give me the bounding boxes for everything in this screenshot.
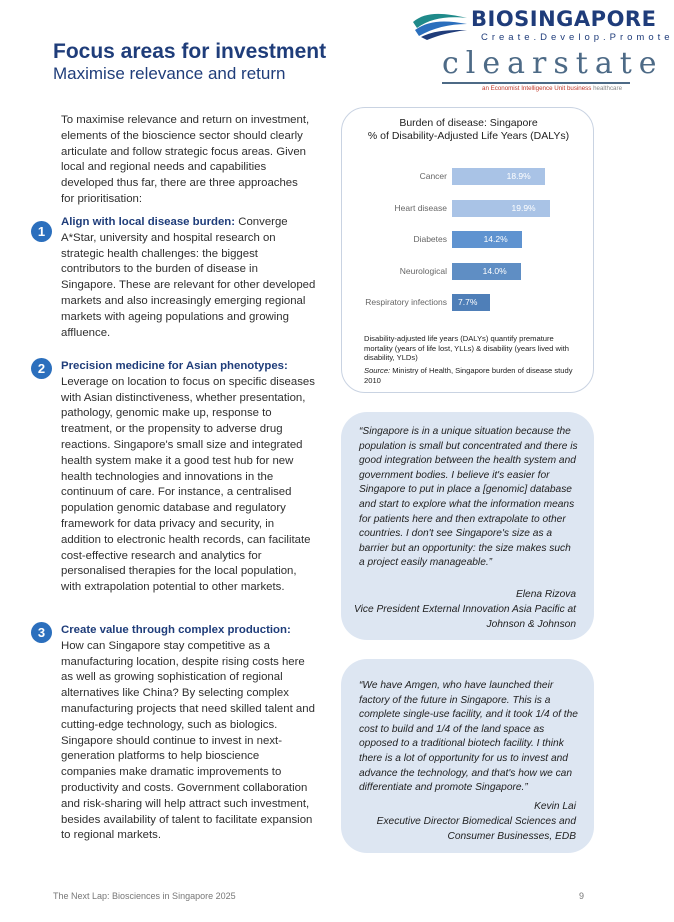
quote-2-role: Executive Director Biomedical Sciences and Consumer Businesses, EDB [376, 816, 576, 842]
chart-source [364, 366, 584, 385]
number-badge-2: 2 [31, 358, 52, 379]
chart-title: Burden of disease: Singapore [399, 117, 538, 129]
approach-2 [61, 359, 316, 596]
value-label-respiratory-infections: 7.7% [458, 297, 478, 307]
approach-3-heading: Create value through complex production: [61, 624, 291, 636]
number-badge-3: 3 [31, 622, 52, 643]
burden-of-disease-chart [341, 107, 594, 393]
clearstate-logo [442, 46, 664, 94]
chart-source-label: Source: [364, 366, 391, 375]
approach-1-text: Converge A*Star, university and hospital research on strategic health challenges: the biggest contributors to the burden of disease in Singapore. These are relevant for other developed markets and also increasingly emerging regional markets with ageing populations and growing affluence. [61, 216, 316, 339]
quote-1-name: Elena Rizova [515, 589, 576, 600]
approach-3-text: How can Singapore stay competitive as a manufacturing location, despite rising costs here as well as growing sophistication of regional alternatives like China? By selecting complex manufacturing projects that need skilled talent and cutting-edge technology, such as biologics. Singapore should continue to invest in next-generation platforms to help bioscience companies make dramatic improvements to productivity and costs. Government collaboration and risk-sharing will help attract such investment, besides availability of talent to facilitate expansion to regional markets. [61, 639, 315, 842]
approach-2-text: Leverage on location to focus on specific diseases with Asian distinctiveness, whether presentation, pathology, genomic make up, response to treatment, or the propensity to adverse drug reactions. Singapore's small size and integrated health system make it a good test hub for new health technologies and innovations in the continuum of care. For instance, a centralised population genomic database and regulatory framework for data privacy and security, in addition to electronic health records, can facilitate cost-effective research and analytics for personalised therapies for the local population, with extrapolation potential to other markets. [61, 375, 315, 594]
intro-paragraph: To maximise relevance and return on investment, elements of the bioscience sector should clearly articulate and follow strategic focus areas. Given local and regional needs and capabilities developed thus far, there are three approaches for prioritisation: [61, 114, 310, 205]
quote-card-2 [341, 659, 594, 853]
clearstate-rule [442, 82, 630, 84]
category-label-respiratory-infections: Respiratory infections [365, 297, 447, 307]
category-label-cancer: Cancer [419, 171, 447, 181]
category-label-neurological: Neurological [399, 265, 447, 276]
biosingapore-swirl-icon [411, 10, 469, 40]
footer-title: The Next Lap: Biosciences in Singapore 2025 [53, 891, 236, 901]
biosingapore-logo [411, 4, 674, 46]
biosingapore-name: BIOSINGAPORE [471, 7, 657, 31]
clearstate-name: clearstate [442, 46, 664, 81]
chart-subtitle: % of Disability-Adjusted Life Years (DALYs) [367, 130, 570, 142]
clearstate-sector: healthcare [593, 85, 623, 92]
biosingapore-tagline: Create.Develop.Promote [481, 32, 674, 43]
quote-2-name: Kevin Lai [534, 801, 576, 812]
quote-card-1 [341, 412, 594, 640]
quote-1-text: “Singapore is in a unique situation because the population is small but concentrated and there is good integration between the health system and government bodies. I believe it's easier for Singapore to put in place a [genomic] database and start to explore what the information means for patients here and then extrapolate to other countries. I don't see Singapore's size as a barrier but an opportunity: the size makes such a project easily manageable.” [359, 426, 578, 569]
chart-source-text: Ministry of Health, Singapore burden of disease study 2010 [364, 366, 573, 385]
value-label-diabetes: 14.2% [483, 234, 508, 244]
approach-1-heading: Align with local disease burden: [61, 216, 236, 228]
category-label-heart-disease: Heart disease [394, 202, 447, 213]
value-label-heart-disease: 19.9% [511, 202, 536, 213]
value-label-neurological: 14.0% [482, 265, 507, 276]
number-badge-1: 1 [31, 221, 52, 242]
approach-2-heading: Precision medicine for Asian phenotypes: [61, 360, 288, 372]
quote-2-text: “We have Amgen, who have launched their factory of the future in Singapore. This is a complete single-use facility, and it took 1/4 of the cost to build and 1/4 of the land space as opposed to a traditional biotech facility. I think there is a lot of opportunity for us to invest and advance the technology, and that's how we can differentiate and promote Singapore.” [359, 680, 578, 794]
approach-1 [61, 215, 316, 341]
quote-1-role: Vice President External Innovation Asia Pacific at Johnson & Johnson [354, 604, 576, 630]
value-label-cancer: 18.9% [506, 171, 531, 181]
chart-note: Disability-adjusted life years (DALYs) quantify premature mortality (years of life lost, YLLs) & disability (years lived with disability, YLDs) [364, 334, 569, 362]
clearstate-tagline-text: an Economist Intelligence Unit business [482, 85, 592, 92]
page-subtitle: Maximise relevance and return [53, 64, 286, 83]
approach-3 [61, 623, 316, 844]
chart-title-block [342, 117, 595, 143]
category-label-diabetes: Diabetes [413, 234, 447, 244]
page-title: Focus areas for investment [53, 40, 327, 63]
clearstate-tagline [482, 85, 622, 92]
page-number: 9 [579, 891, 585, 901]
